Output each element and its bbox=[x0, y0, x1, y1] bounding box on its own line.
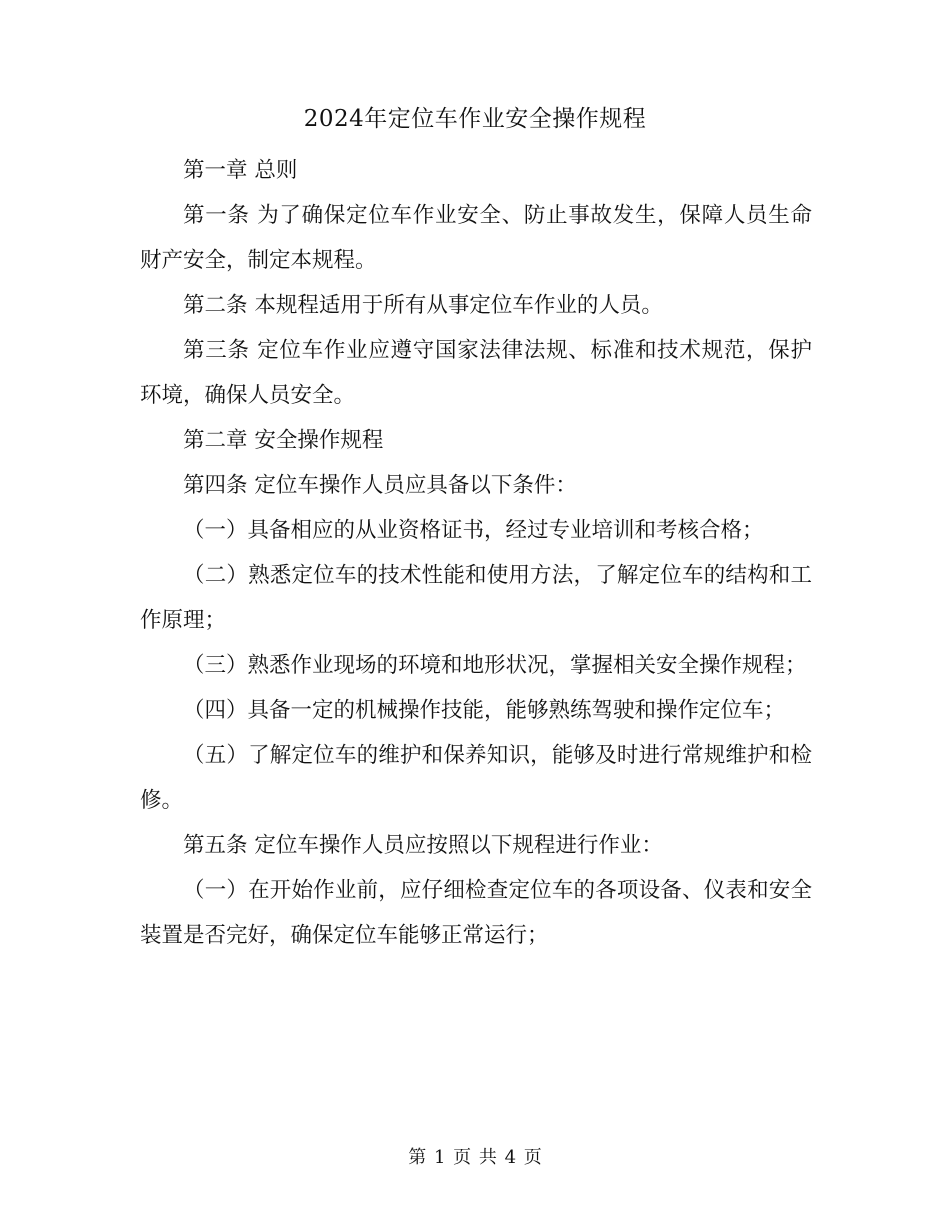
list-item: （三）熟悉作业现场的环境和地形状况，掌握相关安全操作规程； bbox=[183, 653, 807, 678]
chapter-heading: 第二章 安全操作规程 bbox=[183, 428, 384, 453]
article-paragraph: 第四条 定位车操作人员应具备以下条件： bbox=[183, 473, 577, 498]
list-item: （一）具备相应的从业资格证书，经过专业培训和考核合格； bbox=[183, 518, 764, 543]
article-paragraph: 第五条 定位车操作人员应按照以下规程进行作业： bbox=[183, 833, 663, 858]
list-item: （四）具备一定的机械操作技能，能够熟练驾驶和操作定位车； bbox=[183, 698, 786, 723]
document-body bbox=[140, 148, 812, 958]
article-paragraph: 第三条 定位车作业应遵守国家法律法规、标准和技术规范，保护环境，确保人员安全。 bbox=[140, 338, 812, 408]
chapter-heading: 第一章 总则 bbox=[183, 158, 298, 183]
page-footer: 第 1 页 共 4 页 bbox=[408, 1147, 542, 1168]
list-item: （五）了解定位车的维护和保养知识，能够及时进行常规维护和检修。 bbox=[140, 743, 812, 813]
document-title: 2024年定位车作业安全操作规程 bbox=[303, 106, 647, 132]
list-item: （一）在开始作业前，应仔细检查定位车的各项设备、仪表和安全装置是否完好，确保定位车能够正常运行； bbox=[140, 878, 812, 948]
list-item: （二）熟悉定位车的技术性能和使用方法，了解定位车的结构和工作原理； bbox=[140, 563, 812, 633]
article-paragraph: 第一条 为了确保定位车作业安全、防止事故发生，保障人员生命财产安全，制定本规程。 bbox=[140, 203, 812, 273]
article-paragraph: 第二条 本规程适用于所有从事定位车作业的人员。 bbox=[183, 293, 663, 318]
